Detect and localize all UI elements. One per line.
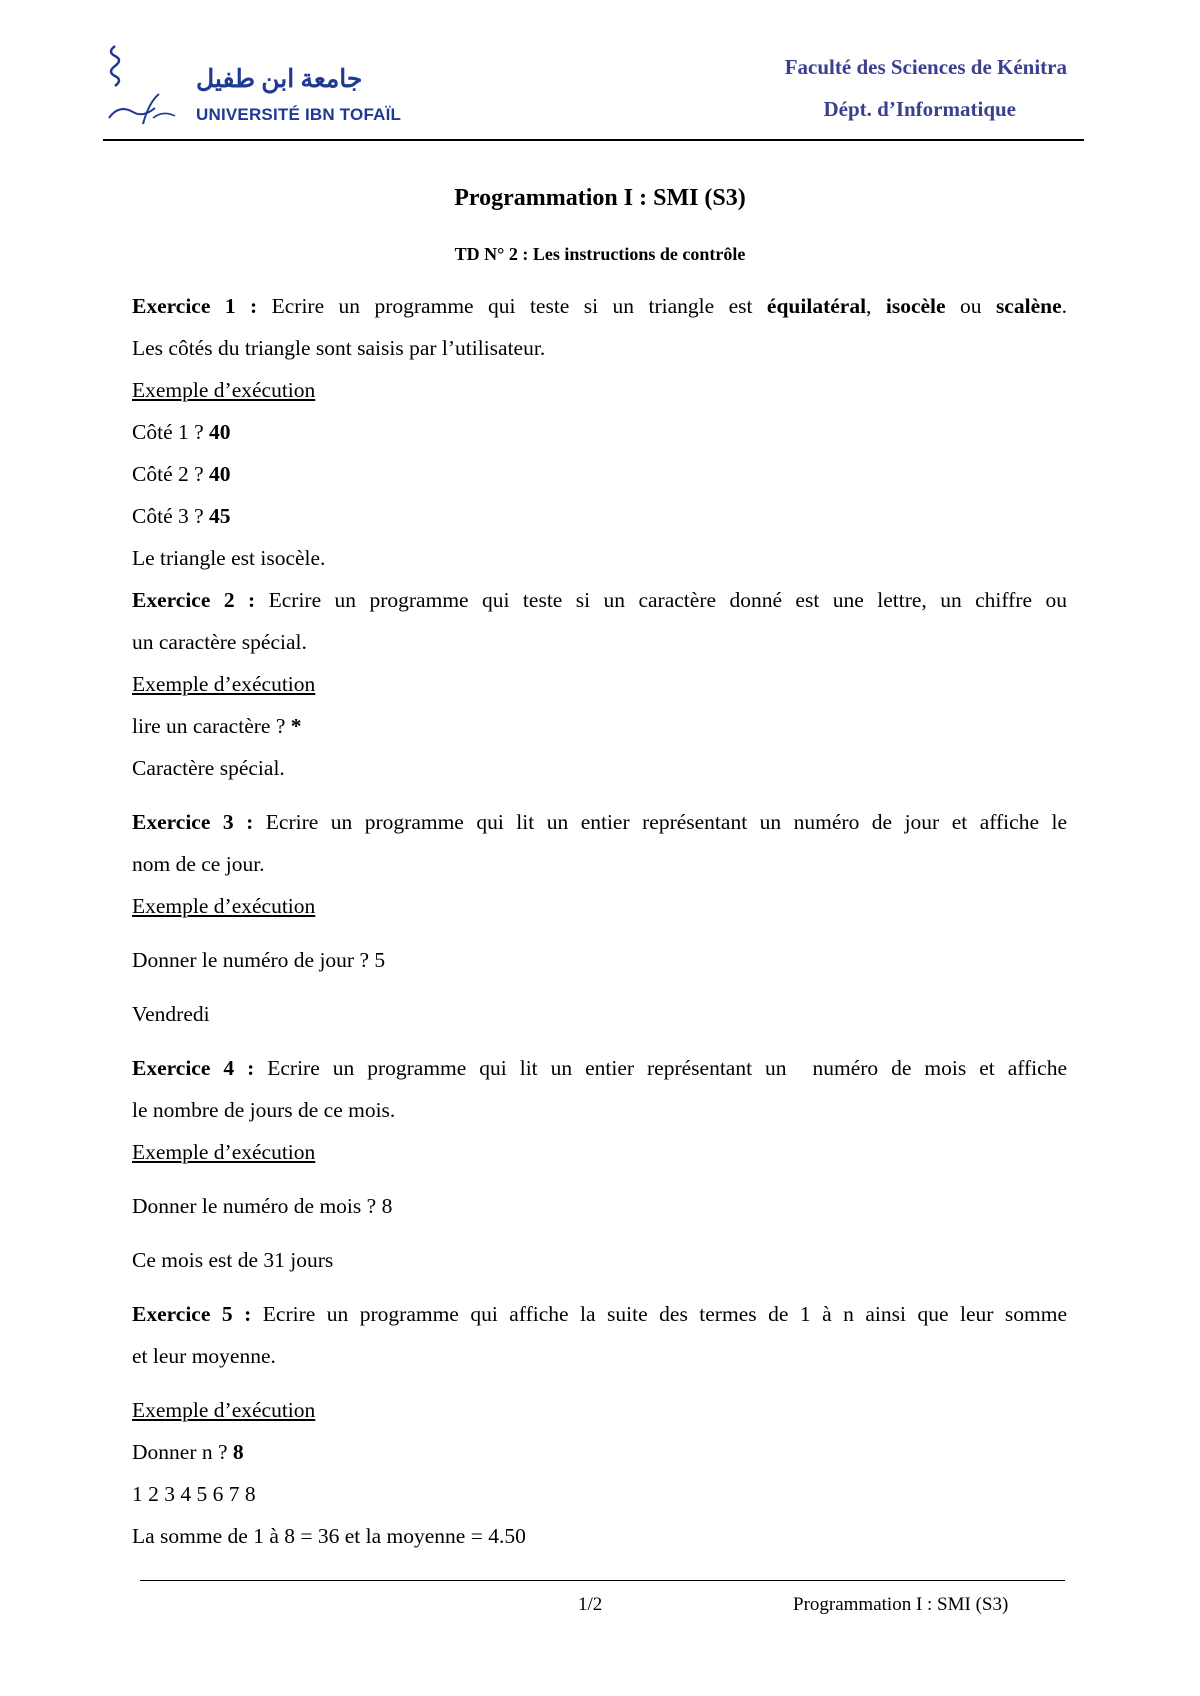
example-line bbox=[132, 420, 231, 445]
example-line: Donner le numéro de jour ? 5 bbox=[132, 948, 386, 972]
prompt: Côté 2 ? bbox=[132, 462, 210, 486]
example-result: Caractère spécial. bbox=[132, 756, 285, 780]
example-result: La somme de 1 à 8 = 36 et la moyenne = 4.50 bbox=[132, 1524, 526, 1548]
example-line bbox=[132, 1440, 244, 1465]
footer-divider bbox=[140, 1580, 1065, 1581]
exercise-4-statement bbox=[132, 1056, 1067, 1081]
exercise-5-text: Ecrire un programme qui affiche la suite des termes de 1 à n ainsi que leur somme bbox=[251, 1302, 1067, 1326]
logo-latin-name: UNIVERSITÉ IBN TOFAÏL bbox=[196, 105, 402, 124]
separator: , bbox=[866, 294, 886, 318]
exercise-1-label: Exercice 1 : bbox=[132, 294, 258, 318]
example-result: Vendredi bbox=[132, 1002, 210, 1026]
exercise-5-example-title: Exemple d’exécution bbox=[132, 1398, 316, 1422]
example-result: Le triangle est isocèle. bbox=[132, 546, 326, 570]
exercise-4-example-title: Exemple d’exécution bbox=[132, 1140, 316, 1164]
example-line bbox=[132, 714, 302, 739]
exercise-2-text: Ecrire un programme qui teste si un caractère donné est une lettre, un chiffre ou bbox=[255, 588, 1067, 612]
exercise-1-line2: Les côtés du triangle sont saisis par l’utilisateur. bbox=[132, 336, 546, 360]
prompt: Donner n ? bbox=[132, 1440, 233, 1464]
exercise-4-text: Ecrire un programme qui lit un entier représentant un numéro de mois et affiche bbox=[254, 1056, 1067, 1080]
prompt: Côté 1 ? bbox=[132, 420, 210, 444]
page-number: 1/2 bbox=[578, 1594, 603, 1615]
exercise-4-line2: le nombre de jours de ce mois. bbox=[132, 1098, 396, 1122]
prompt: lire un caractère ? bbox=[132, 714, 291, 738]
input-value: 40 bbox=[209, 420, 231, 444]
footer-course-title: Programmation I : SMI (S3) bbox=[793, 1594, 1009, 1615]
keyword-isocele: isocèle bbox=[885, 294, 946, 318]
header-divider bbox=[103, 139, 1084, 141]
exercise-2-line2: un caractère spécial. bbox=[132, 630, 307, 654]
example-line bbox=[132, 504, 231, 529]
example-line bbox=[132, 462, 231, 487]
exercise-4-label: Exercice 4 : bbox=[132, 1056, 255, 1080]
exercise-3-label: Exercice 3 : bbox=[132, 810, 254, 834]
exercise-1-statement bbox=[132, 294, 1067, 319]
input-value: 8 bbox=[232, 1440, 244, 1464]
exercise-3-example-title: Exemple d’exécution bbox=[132, 894, 316, 918]
example-result: Ce mois est de 31 jours bbox=[132, 1248, 334, 1272]
exercise-5-line2: et leur moyenne. bbox=[132, 1344, 276, 1368]
faculty-name: Faculté des Sciences de Kénitra bbox=[784, 55, 1067, 79]
exercise-3-statement bbox=[132, 810, 1067, 835]
exercise-3-text: Ecrire un programme qui lit un entier représentant un numéro de jour et affiche le bbox=[253, 810, 1067, 834]
exercise-3-line2: nom de ce jour. bbox=[132, 852, 265, 876]
document-title: Programmation I : SMI (S3) bbox=[454, 185, 746, 211]
separator: ou bbox=[945, 294, 996, 318]
logo-arabic-name: جامعة ابن طفيل bbox=[196, 66, 363, 93]
exercise-1-text: Ecrire un programme qui teste si un triangle est bbox=[257, 294, 767, 318]
example-sequence: 1 2 3 4 5 6 7 8 bbox=[132, 1482, 256, 1506]
keyword-equilateral: équilatéral bbox=[766, 294, 867, 318]
example-line: Donner le numéro de mois ? 8 bbox=[132, 1194, 393, 1218]
exercise-1-example-title: Exemple d’exécution bbox=[132, 378, 316, 402]
exercise-2-example-title: Exemple d’exécution bbox=[132, 672, 316, 696]
punctuation: . bbox=[1061, 294, 1067, 318]
input-value: * bbox=[290, 714, 302, 738]
exercise-2-statement bbox=[132, 588, 1067, 613]
input-value: 40 bbox=[209, 462, 231, 486]
exercise-2-label: Exercice 2 : bbox=[132, 588, 256, 612]
exercise-5-label: Exercice 5 : bbox=[132, 1302, 252, 1326]
exercise-5-statement bbox=[132, 1302, 1067, 1327]
prompt: Côté 3 ? bbox=[132, 504, 210, 528]
keyword-scalene: scalène bbox=[995, 294, 1062, 318]
department-name: Dépt. d’Informatique bbox=[823, 97, 1016, 121]
input-value: 45 bbox=[209, 504, 231, 528]
document-subtitle: TD N° 2 : Les instructions de contrôle bbox=[454, 244, 746, 264]
